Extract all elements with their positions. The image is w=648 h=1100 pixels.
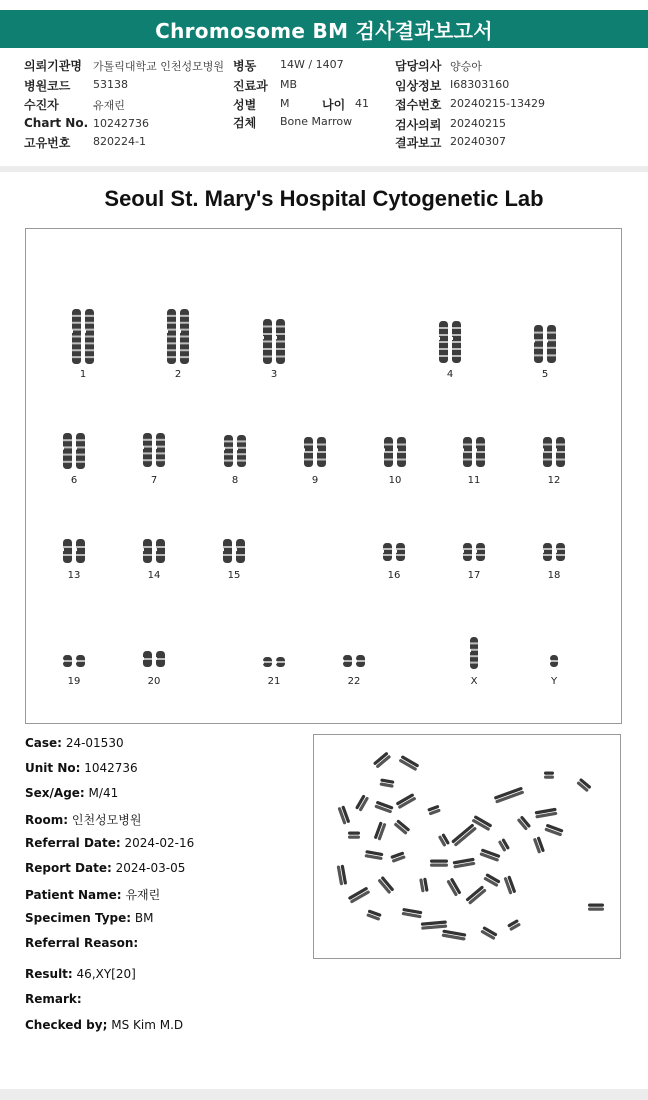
report-title: Chromosome BM 검사결과보고서 bbox=[0, 10, 648, 48]
chromosome-label-y: Y bbox=[550, 676, 558, 687]
chromosome-label-16: 16 bbox=[387, 570, 401, 581]
chromosome-label-18: 18 bbox=[547, 570, 561, 581]
label-physician: 담당의사 bbox=[395, 59, 442, 73]
value-ward: 14W / 1407 bbox=[280, 58, 344, 71]
section-divider bbox=[0, 166, 648, 172]
chromosome-10 bbox=[382, 437, 408, 467]
label-sex: 성별 bbox=[233, 98, 257, 112]
value-clinical-info: I68303160 bbox=[450, 78, 510, 91]
label-test-request: 검사의뢰 bbox=[395, 118, 442, 132]
chromosome-label-6: 6 bbox=[70, 475, 78, 486]
value-specimen: Bone Marrow bbox=[280, 115, 353, 128]
chromosome-14 bbox=[141, 539, 167, 563]
result-field: Result: 46,XY[20] bbox=[25, 967, 136, 981]
case-field: Case: 24-01530 bbox=[25, 736, 124, 750]
chromosome-11 bbox=[461, 437, 487, 467]
chromosome-label-14: 14 bbox=[147, 570, 161, 581]
label-chart-no: Chart No. bbox=[24, 116, 89, 130]
chromosome-label-20: 20 bbox=[147, 676, 161, 687]
value-chart-no: 10242736 bbox=[93, 117, 149, 130]
room-field: Room: 인천성모병원 bbox=[25, 813, 142, 827]
chromosome-label-10: 10 bbox=[388, 475, 402, 486]
chromosome-label-9: 9 bbox=[311, 475, 319, 486]
chromosome-17 bbox=[461, 543, 487, 561]
chromosome-label-11: 11 bbox=[467, 475, 481, 486]
referral-date-field: Referral Date: 2024-02-16 bbox=[25, 836, 195, 850]
chromosome-3 bbox=[261, 319, 287, 364]
chromosome-label-5: 5 bbox=[541, 369, 549, 380]
chromosome-label-2: 2 bbox=[174, 369, 182, 380]
chromosome-label-4: 4 bbox=[446, 369, 454, 380]
metaphase-spread bbox=[314, 735, 620, 958]
value-age: 41 bbox=[355, 97, 369, 110]
referral-reason-field: Referral Reason: bbox=[25, 936, 139, 950]
chromosome-12 bbox=[541, 437, 567, 467]
chromosome-label-17: 17 bbox=[467, 570, 481, 581]
label-hospital-code: 병원코드 bbox=[24, 79, 71, 93]
chromosome-2 bbox=[165, 309, 191, 364]
chromosome-label-1: 1 bbox=[79, 369, 87, 380]
chromosome-4 bbox=[437, 321, 463, 363]
label-patient: 수진자 bbox=[24, 98, 59, 112]
karyotype-panel bbox=[25, 228, 622, 724]
specimen-type-field: Specimen Type: BM bbox=[25, 911, 154, 925]
value-patient: 유재린 bbox=[93, 99, 125, 112]
value-sex: M bbox=[280, 97, 290, 110]
value-physician: 양승아 bbox=[450, 60, 482, 73]
chromosome-18 bbox=[541, 543, 567, 561]
label-result-report: 결과보고 bbox=[395, 136, 442, 150]
report-date-field: Report Date: 2024-03-05 bbox=[25, 861, 186, 875]
chromosome-13 bbox=[61, 539, 87, 563]
chromosome-5 bbox=[532, 325, 558, 363]
chromosome-label-21: 21 bbox=[267, 676, 281, 687]
chromosome-label-8: 8 bbox=[231, 475, 239, 486]
label-specimen: 검체 bbox=[233, 116, 257, 130]
chromosome-label-x: X bbox=[470, 676, 478, 687]
chromosome-22 bbox=[341, 655, 367, 667]
unit-no-field: Unit No: 1042736 bbox=[25, 761, 138, 775]
chromosome-7 bbox=[141, 433, 167, 467]
chromosome-label-7: 7 bbox=[150, 475, 158, 486]
chromosome-19 bbox=[61, 655, 87, 667]
chromosome-15 bbox=[221, 539, 247, 563]
remark-field: Remark: bbox=[25, 992, 82, 1006]
sex-age-field: Sex/Age: M/41 bbox=[25, 786, 119, 800]
chromosome-y bbox=[548, 655, 560, 667]
checked-by-field: Checked by; MS Kim M.D bbox=[25, 1018, 184, 1032]
chromosome-16 bbox=[381, 543, 407, 561]
chromosome-label-12: 12 bbox=[547, 475, 561, 486]
lab-title: Seoul St. Mary's Hospital Cytogenetic Lab bbox=[104, 186, 544, 211]
label-department: 진료과 bbox=[233, 79, 268, 93]
chromosome-9 bbox=[302, 437, 328, 467]
patient-name-field: Patient Name: 유재린 bbox=[25, 888, 161, 902]
chromosome-label-22: 22 bbox=[347, 676, 361, 687]
value-result-report: 20240307 bbox=[450, 135, 506, 148]
value-department: MB bbox=[280, 78, 298, 91]
value-unique-no: 820224-1 bbox=[93, 135, 146, 148]
chromosome-1 bbox=[70, 309, 96, 364]
chromosome-label-19: 19 bbox=[67, 676, 81, 687]
chromosome-20 bbox=[141, 651, 167, 667]
chromosome-label-13: 13 bbox=[67, 570, 81, 581]
chromosome-8 bbox=[222, 435, 248, 467]
chromosome-6 bbox=[61, 433, 87, 469]
label-age: 나이 bbox=[322, 98, 346, 112]
metaphase-image bbox=[313, 734, 621, 959]
value-requesting-institution: 가톨릭대학교 인천성모병원 bbox=[93, 60, 225, 73]
label-receipt-no: 접수번호 bbox=[395, 98, 442, 112]
patient-info bbox=[0, 52, 648, 167]
label-requesting-institution: 의뢰기관명 bbox=[24, 59, 82, 73]
chromosome-label-15: 15 bbox=[227, 570, 241, 581]
footer-divider bbox=[0, 1089, 648, 1100]
value-test-request: 20240215 bbox=[450, 117, 506, 130]
label-clinical-info: 임상정보 bbox=[395, 79, 442, 93]
chromosome-21 bbox=[261, 657, 287, 667]
value-hospital-code: 53138 bbox=[93, 78, 128, 91]
chromosome-x bbox=[468, 637, 480, 669]
label-ward: 병동 bbox=[233, 59, 257, 73]
value-receipt-no: 20240215-13429 bbox=[450, 97, 545, 110]
chromosome-label-3: 3 bbox=[270, 369, 278, 380]
label-unique-no: 고유번호 bbox=[24, 136, 71, 150]
